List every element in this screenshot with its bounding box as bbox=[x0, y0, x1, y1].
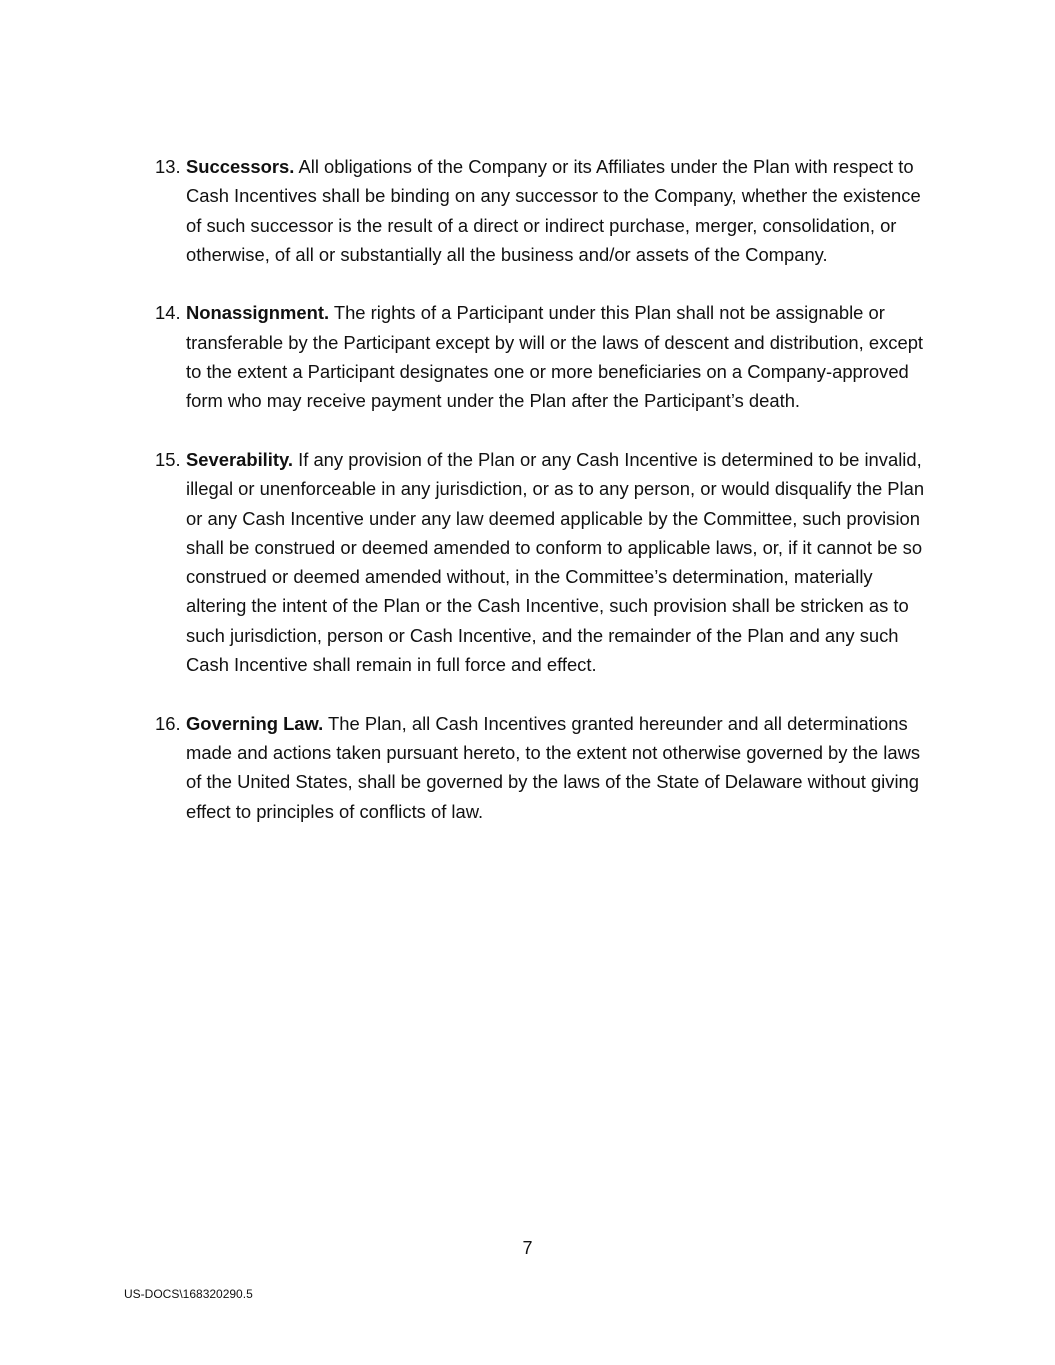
section-number: 14. bbox=[155, 302, 181, 324]
section-number: 16. bbox=[155, 712, 181, 734]
section-governing-law bbox=[155, 709, 935, 826]
section-nonassignment bbox=[155, 298, 935, 415]
section-heading: Governing Law. bbox=[186, 712, 324, 734]
section-severability bbox=[155, 445, 935, 679]
section-list bbox=[155, 152, 935, 855]
section-number: 13. bbox=[155, 156, 181, 177]
section-heading: Nonassignment. bbox=[186, 302, 330, 324]
section-text: The rights of a Participant under this Plan shall not be assignable or transferable by the Participant except by will or the laws of descent and distribution, except to the extent a Participant designates one or more beneficiaries on a Company-approved form who may receive payment under the Plan after the Participant’s death. bbox=[186, 302, 924, 412]
page-number: 7 bbox=[522, 1238, 533, 1258]
section-text: If any provision of the Plan or any Cash Incentive is determined to be invalid, illegal or unenforceable in any jurisdiction, or as to any person, or would disqualify the Plan or any Cash Incentive under any law deemed applicable by the Committee, such provision shall be construed or deemed amended to conform to applicable laws, or, if it cannot be so construed or deemed amended without, in the Committee’s determination, materially altering the intent of the Plan or the Cash Incentive, such provision shall be stricken as to such jurisdiction, person or Cash Incentive, and the remainder of the Plan and any such Cash Incentive shall remain in full force and effect. bbox=[186, 448, 925, 676]
section-text: All obligations of the Company or its Affiliates under the Plan with respect to Cash Incentives shall be binding on any successor to the Company, whether the existence of such successor is the result of a direct or indirect purchase, merger, consolidation, or otherwise, of all or substantially all the business and/or assets of the Company. bbox=[186, 156, 921, 265]
section-text: The Plan, all Cash Incentives granted hereunder and all determinations made and actions taken pursuant hereto, to the extent not otherwise governed by the laws of the United States, shall be governed by the laws of the State of Delaware without giving effect to principles of conflicts of law. bbox=[186, 712, 921, 822]
document-id: US-DOCS\168320290.5 bbox=[124, 1287, 253, 1301]
section-successors bbox=[155, 152, 935, 269]
section-heading: Successors. bbox=[186, 156, 295, 177]
section-heading: Severability. bbox=[186, 448, 293, 470]
section-number: 15. bbox=[155, 448, 181, 470]
